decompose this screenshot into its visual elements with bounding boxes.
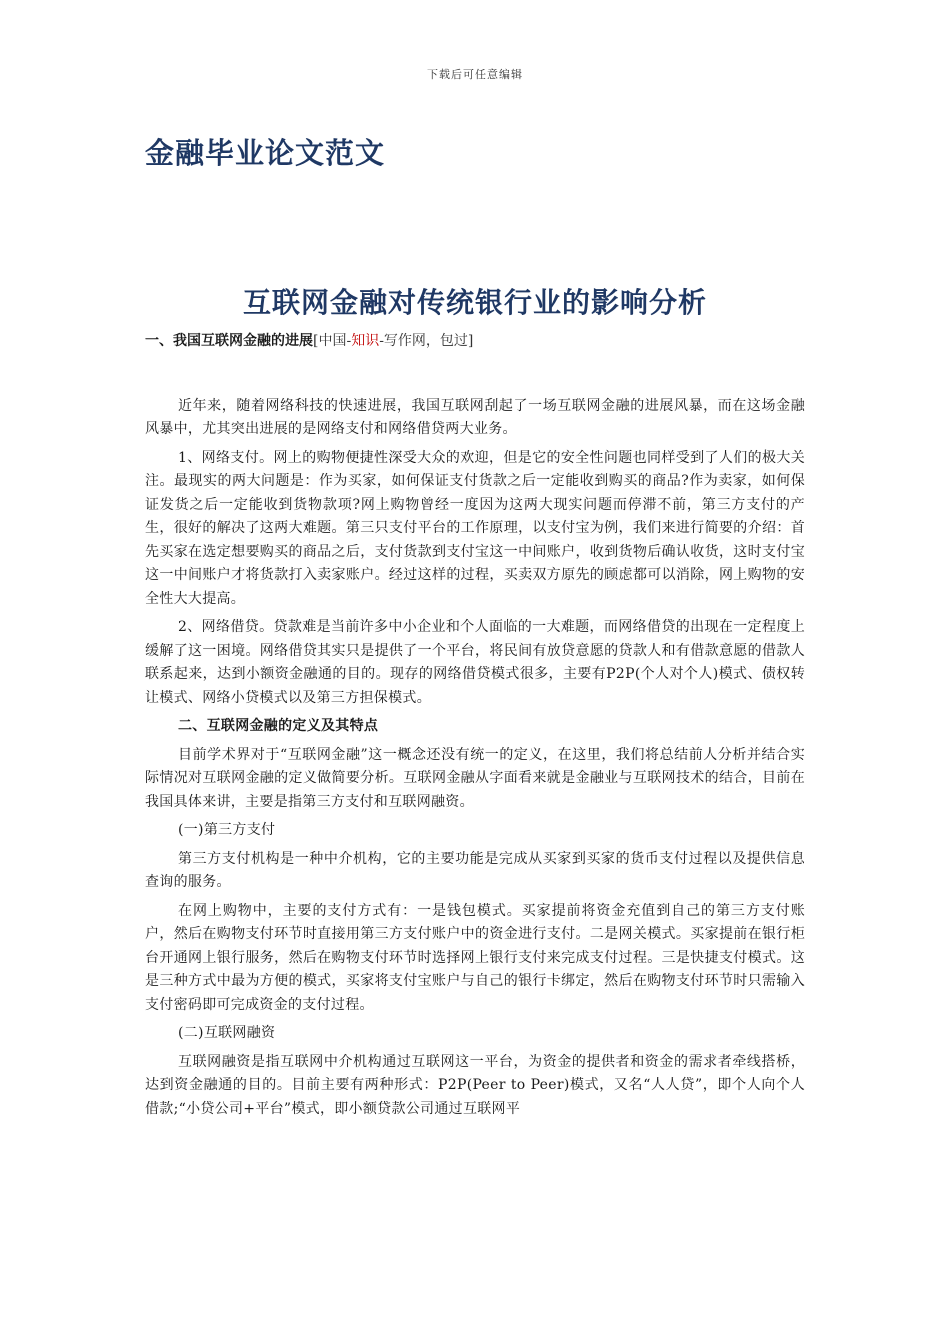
paragraph-third-party-agency: 第三方支付机构是一种中介机构，它的主要功能是完成从买家到买家的货币支付过程以及提供信息查询的服务。 (145, 850, 805, 890)
source-prefix: [中国- (313, 333, 352, 349)
source-note (313, 333, 473, 349)
paragraph-intro: 近年来，随着网络科技的快速进展，我国互联网刮起了一场互联网金融的进展风暴，而在这场金融风暴中，尤其突出进展的是网络支付和网络借贷两大业务。 (145, 397, 805, 437)
page-title: 互联网金融对传统银行业的影响分析 (242, 286, 707, 319)
paragraph-definition: 目前学术界对于“互联网金融”这一概念还没有统一的定义，在这里，我们将总结前人分析并结合实际情况对互联网金融的定义做简要分析。互联网金融从字面看来就是金融业与互联网技术的结合，目前在我国具体来讲，主要是指第三方支付和互联网融资。 (145, 746, 805, 810)
section-1-title: 一、我国互联网金融的进展 (145, 333, 313, 349)
subsection-third-party-payment: (一)第三方支付 (178, 822, 276, 838)
source-highlight: 知识 (351, 333, 380, 349)
source-suffix: -写作网，包过] (379, 333, 474, 349)
paragraph-payment-methods: 在网上购物中，主要的支付方式有：一是钱包模式。买家提前将资金充值到自己的第三方支付账户，然后在购物支付环节时直接用第三方支付账户中的资金进行支付。二是网关模式。买家提前在银行柜台开通网上银行服务，然后在购物支付环节时选择网上银行支付来完成支付过程。三是快捷支付模式。这是三种方式中最为方便的模式，买家将支付宝账户与自己的银行卡绑定，然后在购物支付环节时只需输入支付密码即可完成资金的支付过程。 (145, 902, 805, 1013)
section-2-heading: 二、互联网金融的定义及其特点 (178, 718, 379, 734)
subsection-internet-financing: (二)互联网融资 (178, 1025, 276, 1041)
document-label: 金融毕业论文范文 (145, 136, 386, 170)
section-1-heading (145, 330, 805, 354)
header-note: 下载后可任意编辑 (427, 68, 523, 81)
paragraph-internet-financing: 互联网融资是指互联网中介机构通过互联网这一平台，为资金的提供者和资金的需求者牵线搭桥，达到资金融通的目的。目前主要有两种形式：P2P(Peer to Peer)模式，又名“人人贷”，即个人向个人借款;“小贷公司+平台”模式，即小额贷款公司通过互联网平 (145, 1053, 805, 1117)
document-body (145, 330, 805, 1126)
paragraph-online-lending: 2、网络借贷。贷款难是当前许多中小企业和个人面临的一大难题，而网络借贷的出现在一定程度上缓解了这一困境。网络借贷其实只是提供了一个平台，将民间有放贷意愿的贷款人和有借款意愿的借款人联系起来，达到小额资金融通的目的。现存的网络借贷模式很多，主要有P2P(个人对个人)模式、债权转让模式、网络小贷模式以及第三方担保模式。 (145, 619, 805, 706)
paragraph-online-payment: 1、网络支付。网上的购物便捷性深受大众的欢迎，但是它的安全性问题也同样受到了人们的极大关注。最现实的两大问题是：作为买家，如何保证支付货款之后一定能收到购买的商品?作为卖家，如何保证发货之后一定能收到货物款项?网上购物曾经一度因为这两大现实问题而停滞不前，第三方支付的产生，很好的解决了这两大难题。第三只支付平台的工作原理，以支付宝为例，我们来进行简要的介绍：首先买家在选定想要购买的商品之后，支付货款到支付宝这一中间账户，收到货物后确认收货，这时支付宝这一中间账户才将货款打入卖家账户。经过这样的过程，买卖双方原先的顾虑都可以消除，网上购物的安全性大大提高。 (145, 449, 805, 607)
